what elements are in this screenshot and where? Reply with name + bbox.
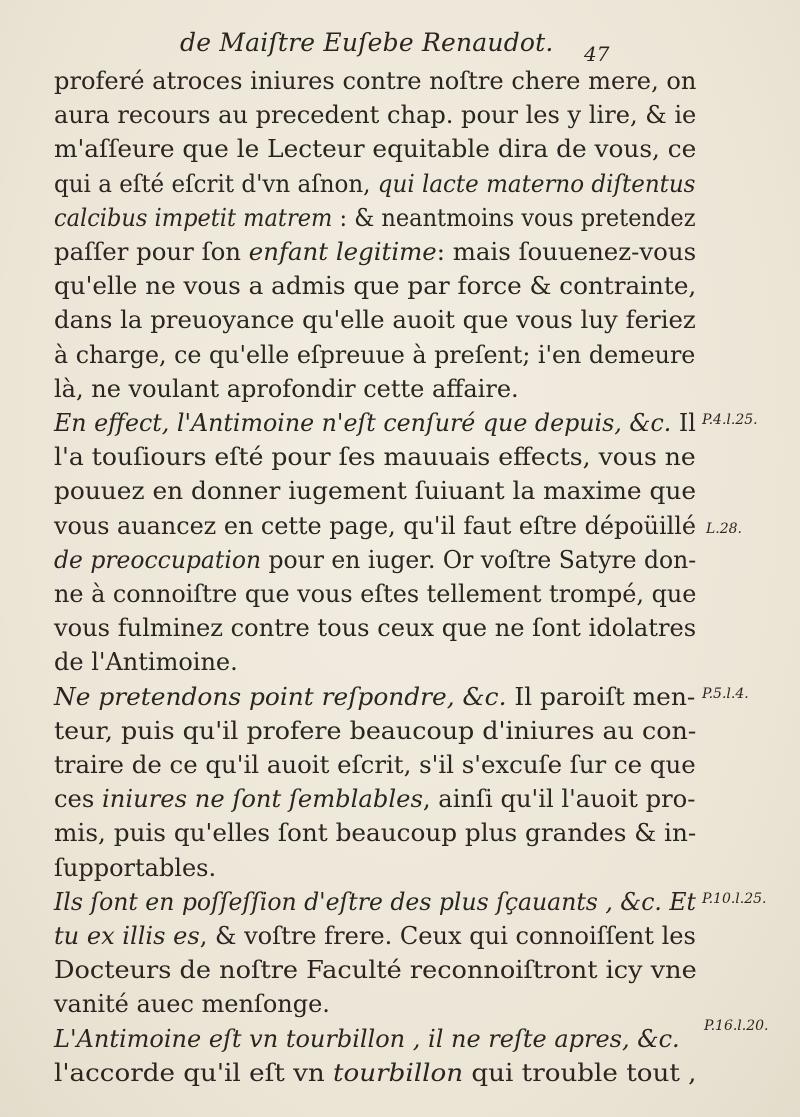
roman-text: : mais ſouuenez-vous [436, 238, 697, 266]
italic-text: tourbillon [333, 1058, 464, 1087]
roman-text: paſſer pour ſon [54, 238, 249, 266]
roman-text: proferé atroces iniures contre noſtre chere mere, on [54, 67, 697, 95]
text-line [54, 406, 696, 440]
text-line [54, 64, 696, 98]
text-line [54, 987, 330, 1021]
italic-text: qui lacte materno diſtentus [377, 169, 696, 198]
text-line [54, 782, 695, 816]
roman-text: pour en iuger. Or voſtre Satyre don- [261, 545, 697, 574]
roman-text: qu'elle ne vous a admis que par force & contrainte, [54, 272, 697, 301]
roman-text: m'aſſeure que le Lecteur equitable dira de vous, ce [54, 135, 697, 164]
text-line [54, 269, 696, 303]
text-line [54, 201, 696, 235]
text-line [54, 645, 238, 679]
roman-text: pouuez en donner iugement ſuiuant la maxime que [54, 477, 697, 506]
italic-text: tu ex illis es [54, 922, 200, 950]
italic-text: En effect, l'Antimoine n'eſt cenſuré que depuis, &c. [54, 409, 672, 437]
text-line [54, 748, 696, 782]
italic-text: L'Antimoine eſt vn tourbillon , il ne reſte apres, &c. [54, 1024, 680, 1053]
roman-text: dans la preuoyance qu'elle auoit que vous luy feriez [54, 306, 696, 335]
italic-text: enfant legitime [248, 238, 437, 266]
roman-text: vous fulminez contre tous ceux que ne ſont idolatres [54, 614, 697, 643]
italic-text: Ils ſont en poſſeſſion d'eſtre des plus ſçauants , &c. Et [54, 887, 696, 916]
roman-text: Il paroiſt men- [506, 682, 696, 711]
margin-note: P.4.l.25. [702, 412, 758, 428]
roman-text: qui trouble tout , [463, 1058, 697, 1087]
text-line [54, 1022, 680, 1056]
text-line [54, 98, 696, 132]
roman-text: , & voſtre frere. Ceux qui connoiſſent les [199, 922, 696, 950]
roman-text: ne à connoiſtre que vous eſtes tellement trompé, que [54, 580, 697, 608]
text-line [54, 919, 696, 953]
roman-text: : & neantmoins vous pretendez [332, 203, 696, 232]
text-line [54, 509, 696, 543]
roman-text: aura recours au precedent chap. pour les y lire, & ie [54, 101, 697, 130]
roman-text: qui a eſté eſcrit d'vn aſnon, [54, 169, 378, 198]
margin-note: P.16.l.20. [704, 1017, 769, 1034]
roman-text: vanité auec menſonge. [54, 990, 330, 1019]
margin-note: L.28. [706, 520, 743, 537]
roman-text: là, ne voulant aprofondir cette affaire. [54, 374, 519, 403]
text-line [54, 953, 697, 987]
roman-text: l'accorde qu'il eſt vn [54, 1058, 334, 1087]
roman-text: , ainſi qu'il l'auoit pro- [422, 785, 696, 814]
roman-text: traire de ce qu'il auoit eſcrit, s'il s'excuſe ſur ce que [54, 751, 696, 779]
roman-text: l'a touſiours eſté pour ſes mauuais effects, vous ne [54, 443, 696, 472]
italic-text: de preoccupation [54, 545, 262, 574]
page-header [160, 28, 660, 64]
text-line [54, 235, 696, 269]
margin-note: P.5.l.4. [702, 685, 749, 702]
roman-text: de l'Antimoine. [54, 648, 238, 677]
text-line [54, 474, 696, 508]
text-line [54, 680, 695, 714]
italic-text: calcibus impetit matrem [54, 203, 333, 232]
running-head: de Maiſtre Euſebe Renaudot. [180, 28, 554, 57]
roman-text: mis, puis qu'elles ſont beaucoup plus grandes & in- [54, 819, 697, 848]
text-line [54, 611, 696, 645]
roman-text: Docteurs de noſtre Faculté reconnoiſtront icy vne [54, 956, 697, 985]
roman-text: ſupportables. [54, 853, 217, 882]
text-line [54, 132, 696, 166]
margin-note: P.10.l.25. [702, 890, 767, 907]
roman-text: à charge, ce qu'elle eſpreuue à preſent; i'en demeure [54, 340, 696, 369]
text-line [54, 851, 216, 885]
text-line [54, 816, 696, 850]
roman-text: Il [671, 409, 696, 437]
text-line [54, 543, 696, 577]
text-line [54, 338, 695, 372]
text-line [54, 372, 519, 406]
text-line [54, 167, 695, 201]
text-line [54, 714, 696, 748]
roman-text: ces [54, 785, 103, 814]
text-line [54, 303, 696, 337]
page-number: 47 [584, 42, 610, 66]
text-line [54, 577, 696, 611]
italic-text: iniures ne ſont ſemblables [102, 785, 423, 814]
italic-text: Ne pretendons point reſpondre, &c. [54, 682, 507, 711]
text-line [54, 440, 696, 474]
roman-text: vous auancez en cette page, qu'il faut eſtre dépoüillé [54, 511, 696, 540]
text-line [54, 885, 696, 919]
text-line [54, 1056, 696, 1090]
roman-text: teur, puis qu'il profere beaucoup d'iniures au con- [54, 716, 697, 745]
